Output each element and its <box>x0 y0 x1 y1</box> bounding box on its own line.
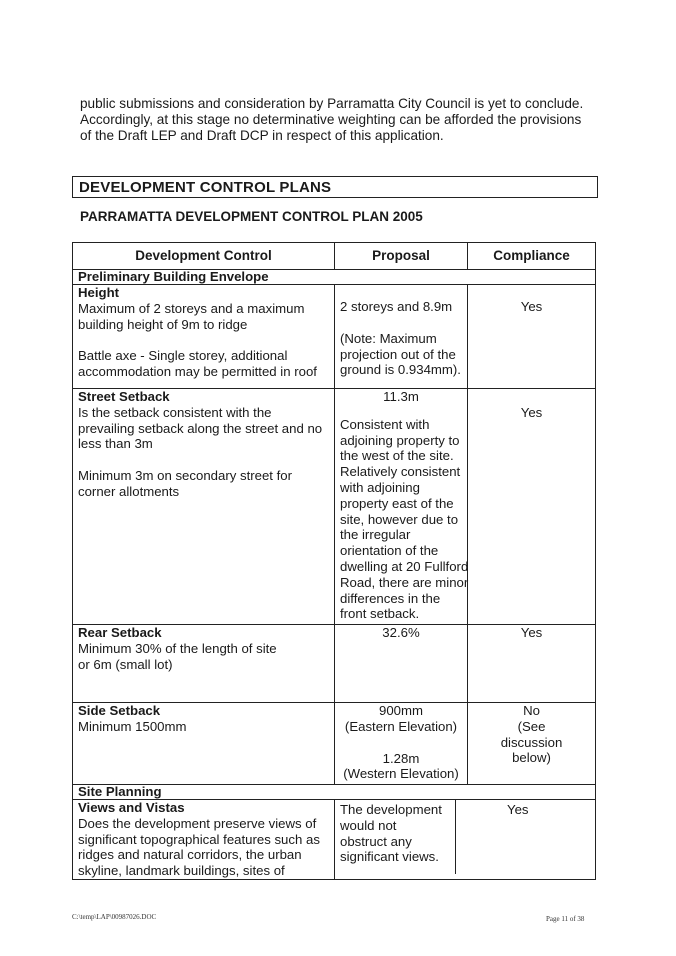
subheading: PARRAMATTA DEVELOPMENT CONTROL PLAN 2005 <box>80 209 423 224</box>
proposal-line: 1.28m <box>382 750 420 766</box>
compliance-value: Yes <box>520 299 543 314</box>
compliance-line: below) <box>512 750 551 766</box>
compliance-cell <box>468 285 596 389</box>
proposal-cell <box>335 625 468 703</box>
row-title: Height <box>78 285 120 300</box>
proposal-value: 11.3m <box>383 389 419 404</box>
control-line: corner allotments <box>78 483 180 499</box>
control-cell <box>73 625 335 703</box>
table-row-side-setback <box>73 703 596 785</box>
control-line: Is the setback consistent with the <box>78 404 272 420</box>
dcp-table <box>72 242 596 880</box>
control-line: Minimum 3m on secondary street for <box>78 468 293 484</box>
proposal-line: site, however due to <box>340 511 459 527</box>
control-line: Minimum 30% of the length of site <box>78 640 277 656</box>
proposal-cell <box>340 802 442 865</box>
control-line: Maximum of 2 storeys and a maximum <box>78 300 305 316</box>
proposal-line: the west of the site. <box>340 448 454 464</box>
proposal-cell <box>335 703 468 785</box>
proposal-line: 2 storeys and 8.9m <box>340 299 453 314</box>
control-cell <box>73 703 335 785</box>
control-cell <box>73 285 335 389</box>
proposal-line: (Eastern Elevation) <box>344 718 458 734</box>
footer-page-number: Page 11 of 38 <box>546 915 585 923</box>
proposal-value: 32.6% <box>382 625 420 640</box>
proposal-line: significant views. <box>340 849 439 865</box>
proposal-line: dwelling at 20 Fullford <box>340 558 469 574</box>
proposal-line: Relatively consistent <box>340 464 461 480</box>
proposal-line: adjoining property to <box>340 432 460 448</box>
proposal-cell <box>335 389 468 625</box>
intro-line: of the Draft LEP and Draft DCP in respect of this application. <box>80 128 444 143</box>
compliance-cell <box>507 802 529 818</box>
compliance-value: Yes <box>507 802 529 817</box>
proposal-line: front setback. <box>340 606 420 622</box>
proposal-line: property east of the <box>340 495 454 511</box>
proposal-line: projection out of the <box>340 346 456 362</box>
compliance-cell <box>468 703 596 785</box>
compliance-cell <box>468 389 596 625</box>
row-title: Street Setback <box>78 389 170 404</box>
proposal-line: differences in the <box>340 590 441 606</box>
section-heading-box <box>72 176 598 198</box>
category-row <box>73 785 596 800</box>
category-label: Site Planning <box>73 785 596 800</box>
proposal-cell <box>335 285 468 389</box>
control-line: or 6m (small lot) <box>78 656 173 672</box>
proposal-line: obstruct any <box>340 833 412 849</box>
compliance-value: Yes <box>520 625 543 640</box>
control-line: prevailing setback along the street and no <box>78 420 323 436</box>
compliance-line: (See <box>517 718 546 734</box>
proposal-compliance-cell <box>335 800 596 880</box>
header-development-control: Development Control <box>73 243 335 270</box>
proposal-line: The development <box>340 802 442 817</box>
table-row-views-and-vistas <box>73 800 596 880</box>
table-row-rear-setback <box>73 625 596 703</box>
proposal-line: ground is 0.934mm). <box>340 362 461 378</box>
proposal-line: with adjoining <box>340 479 420 495</box>
control-line: building height of 9m to ridge <box>78 316 248 332</box>
header-compliance: Compliance <box>468 243 596 270</box>
table-row-height <box>73 285 596 389</box>
section-title: DEVELOPMENT CONTROL PLANS <box>79 179 332 196</box>
proposal-line: (Western Elevation) <box>343 766 459 782</box>
control-line: Does the development preserve views of <box>78 815 317 831</box>
control-cell <box>73 389 335 625</box>
row-title: Rear Setback <box>78 625 162 640</box>
proposal-line: Consistent with <box>340 416 430 432</box>
control-line: ridges and natural corridors, the urban <box>78 847 302 863</box>
intro-paragraph <box>80 96 600 144</box>
control-line: Minimum 1500mm <box>78 718 187 734</box>
row-title: Side Setback <box>78 703 161 718</box>
table-header-row <box>73 243 596 270</box>
control-line: skyline, landmark buildings, sites of <box>78 863 285 879</box>
intro-line: Accordingly, at this stage no determinative weighting can be afforded the provisions <box>80 112 582 127</box>
control-cell <box>73 800 335 880</box>
compliance-line: No <box>523 703 540 718</box>
header-proposal: Proposal <box>335 243 468 270</box>
control-line: significant topographical features such as <box>78 831 320 847</box>
compliance-line: discussion <box>500 734 563 750</box>
category-row <box>73 270 596 285</box>
row-title: Views and Vistas <box>78 800 185 815</box>
proposal-line: the irregular <box>340 527 411 543</box>
table-row-street-setback <box>73 389 596 625</box>
proposal-line: (Note: Maximum <box>340 330 437 346</box>
intro-line: public submissions and consideration by Parramatta City Council is yet to conclude. <box>80 96 584 111</box>
proposal-line: 900mm <box>379 703 423 718</box>
proposal-line: Road, there are minor <box>340 574 469 590</box>
control-line: Battle axe - Single storey, additional <box>78 348 288 364</box>
control-line: less than 3m <box>78 436 153 452</box>
compliance-value: Yes <box>520 405 543 420</box>
proposal-line: would not <box>340 817 397 833</box>
proposal-line: orientation of the <box>340 543 439 559</box>
category-label: Preliminary Building Envelope <box>73 270 596 285</box>
footer-file-path: C:\temp\LAP\00987026.DOC <box>72 913 157 921</box>
control-line: accommodation may be permitted in roof <box>78 364 317 380</box>
compliance-cell <box>468 625 596 703</box>
